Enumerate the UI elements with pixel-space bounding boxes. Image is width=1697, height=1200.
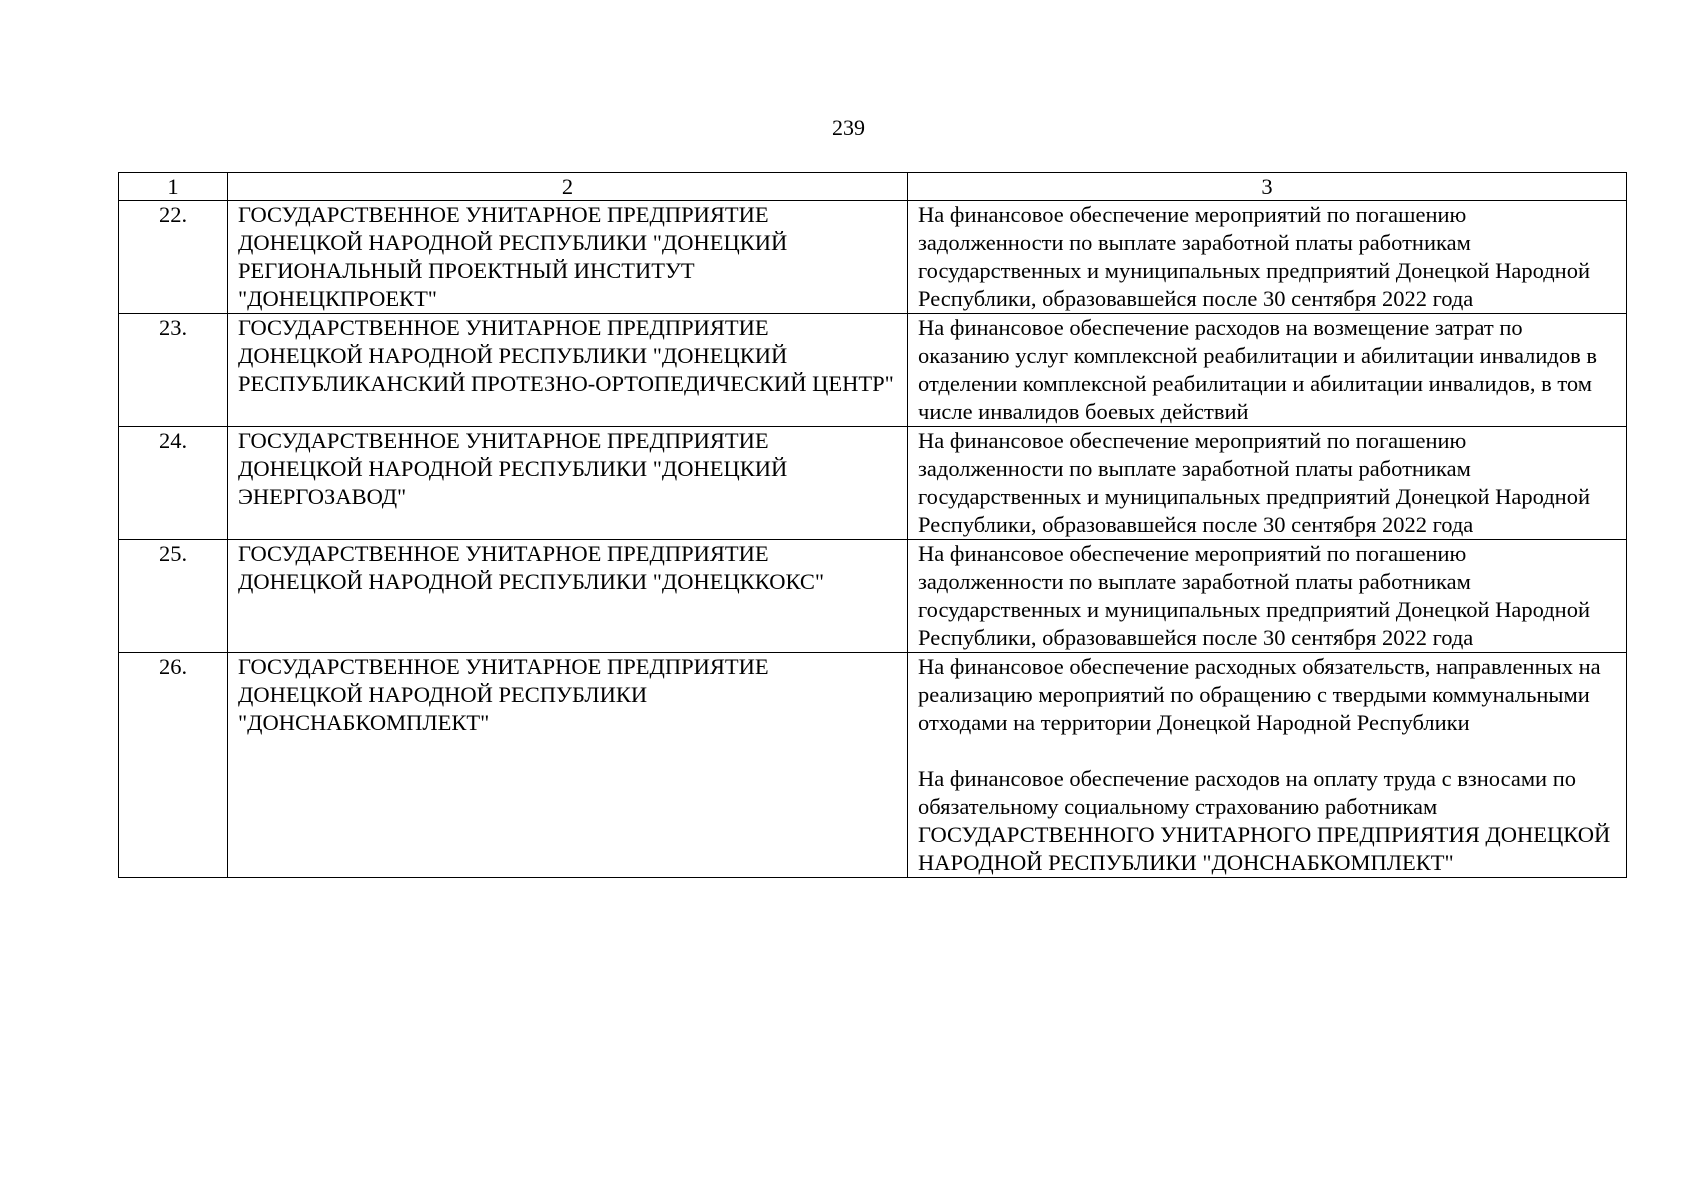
row-number: 26.	[119, 653, 228, 878]
organization-name: ГОСУДАРСТВЕННОЕ УНИТАРНОЕ ПРЕДПРИЯТИЕ ДОНЕЦКОЙ НАРОДНОЙ РЕСПУБЛИКИ "ДОНЕЦКИЙ РЕГИОНАЛЬНЫЙ ПРОЕКТНЫЙ ИНСТИТУТ "ДОНЕЦКПРОЕКТ"	[228, 201, 908, 314]
table-row	[119, 201, 1627, 314]
purpose-text: На финансовое обеспечение мероприятий по погашению задолженности по выплате заработной платы работникам государственных и муниципальных предприятий Донецкой Народной Республики, образовавшейся после 30 сентября 2022 года	[918, 202, 1591, 311]
document-table	[118, 172, 1627, 878]
column-header-3: 3	[908, 173, 1627, 201]
column-header-2: 2	[228, 173, 908, 201]
organization-name: ГОСУДАРСТВЕННОЕ УНИТАРНОЕ ПРЕДПРИЯТИЕ ДОНЕЦКОЙ НАРОДНОЙ РЕСПУБЛИКИ "ДОНЕЦКИЙ ЭНЕРГОЗАВОД"	[228, 427, 908, 540]
purpose-text: На финансовое обеспечение расходов на оплату труда с взносами по обязательному социальному страхованию работникам ГОСУДАРСТВЕННОГО УНИТАРНОГО ПРЕДПРИЯТИЯ ДОНЕЦКОЙ НАРОДНОЙ РЕСПУБЛИКИ "ДОНСНАБКОМПЛЕКТ"	[918, 766, 1611, 875]
row-number: 22.	[119, 201, 228, 314]
table-row	[119, 540, 1627, 653]
purpose-text: На финансовое обеспечение расходных обязательств, направленных на реализацию мероприятий по обращению с твердыми коммунальными отходами на территории Донецкой Народной Республики	[918, 654, 1601, 735]
funding-purpose	[908, 201, 1627, 314]
page-number: 239	[832, 115, 865, 140]
table-row	[119, 427, 1627, 540]
organization-name: ГОСУДАРСТВЕННОЕ УНИТАРНОЕ ПРЕДПРИЯТИЕ ДОНЕЦКОЙ НАРОДНОЙ РЕСПУБЛИКИ "ДОНЕЦКИЙ РЕСПУБЛИКАНСКИЙ ПРОТЕЗНО-ОРТОПЕДИЧЕСКИЙ ЦЕНТР"	[228, 314, 908, 427]
table-row	[119, 314, 1627, 427]
row-number: 24.	[119, 427, 228, 540]
funding-purpose	[908, 540, 1627, 653]
table-row	[119, 653, 1627, 878]
row-number: 23.	[119, 314, 228, 427]
column-header-1: 1	[119, 173, 228, 201]
organization-name: ГОСУДАРСТВЕННОЕ УНИТАРНОЕ ПРЕДПРИЯТИЕ ДОНЕЦКОЙ НАРОДНОЙ РЕСПУБЛИКИ "ДОНЕЦККОКС"	[228, 540, 908, 653]
purpose-text: На финансовое обеспечение мероприятий по погашению задолженности по выплате заработной платы работникам государственных и муниципальных предприятий Донецкой Народной Республики, образовавшейся после 30 сентября 2022 года	[918, 541, 1591, 650]
purpose-text: На финансовое обеспечение расходов на возмещение затрат по оказанию услуг комплексной реабилитации и абилитации инвалидов в отделении комплексной реабилитации и абилитации инвалидов, в том числе инвалидов боевых действий	[918, 315, 1597, 424]
funding-purpose	[908, 314, 1627, 427]
row-number: 25.	[119, 540, 228, 653]
table-header-row	[119, 173, 1627, 201]
purpose-text: На финансовое обеспечение мероприятий по погашению задолженности по выплате заработной платы работникам государственных и муниципальных предприятий Донецкой Народной Республики, образовавшейся после 30 сентября 2022 года	[918, 428, 1591, 537]
organization-name: ГОСУДАРСТВЕННОЕ УНИТАРНОЕ ПРЕДПРИЯТИЕ ДОНЕЦКОЙ НАРОДНОЙ РЕСПУБЛИКИ "ДОНСНАБКОМПЛЕКТ"	[228, 653, 908, 878]
funding-purpose	[908, 653, 1627, 878]
funding-purpose	[908, 427, 1627, 540]
